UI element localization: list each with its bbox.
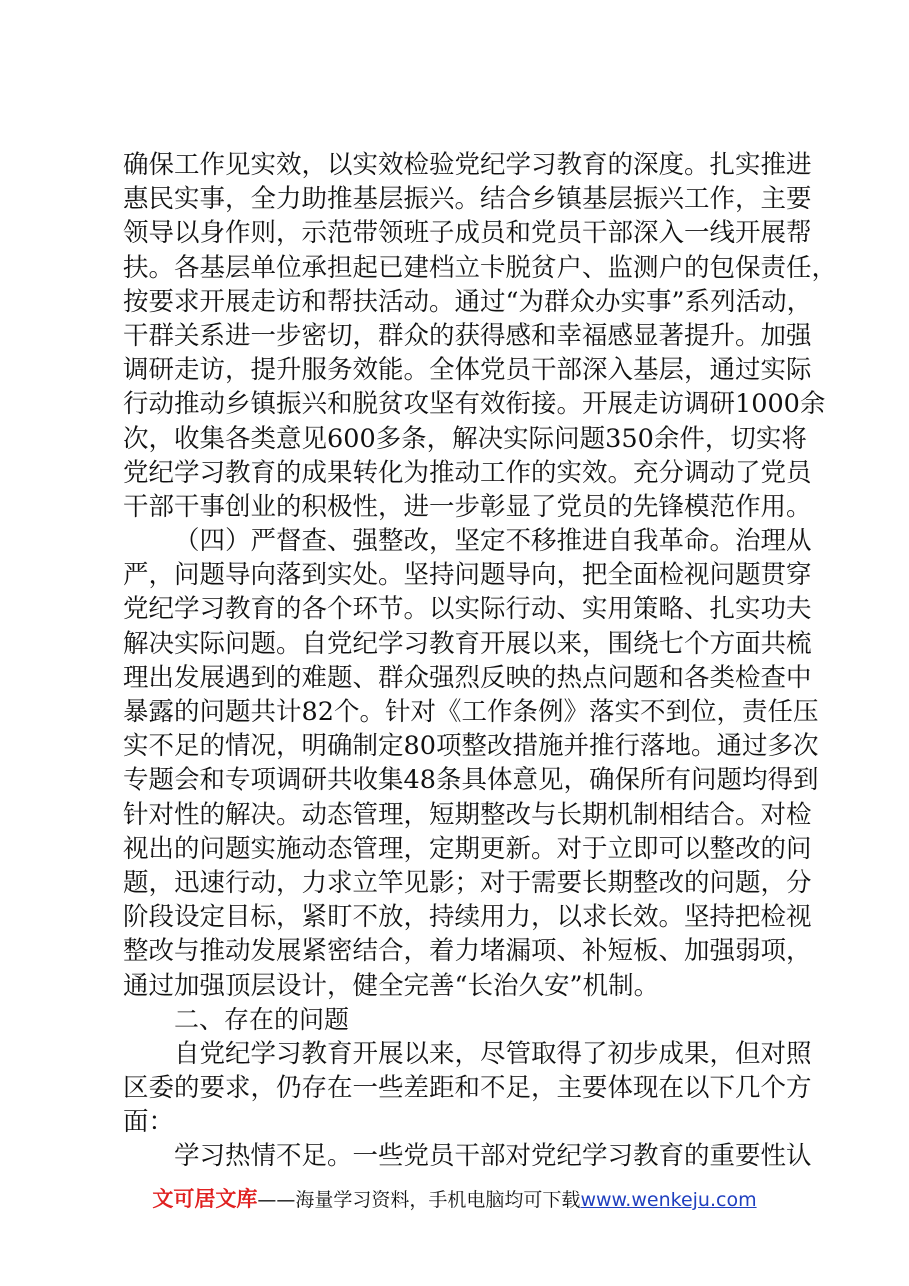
website-link[interactable]: www.wenkeju.com [580, 1189, 757, 1211]
paragraph-line: 面： [123, 1107, 175, 1138]
paragraph-line: 针对性的解决。动态管理，短期整改与长期机制相结合。对检 [123, 799, 812, 830]
paragraph-line: 理出发展遇到的难题、群众强烈反映的热点问题和各类检查中 [123, 662, 812, 693]
document-body [123, 148, 838, 1174]
paragraph-line: 整改与推动发展紧密结合，着力堵漏项、补短板、加强弱项， [123, 936, 812, 967]
paragraph-line: 党纪学习教育的各个环节。以实际行动、实用策略、扎实功夫 [123, 594, 812, 625]
paragraph-line: 学习热情不足。一些党员干部对党纪学习教育的重要性认 [174, 1141, 812, 1172]
footer-banner [0, 1183, 909, 1213]
paragraph-line: 自党纪学习教育开展以来，尽管取得了初步成果，但对照 [174, 1038, 812, 1069]
paragraph-line: 干群关系进一步密切，群众的获得感和幸福感显著提升。加强 [123, 320, 812, 351]
paragraph-line: 党纪学习教育的成果转化为推动工作的实效。充分调动了党员 [123, 457, 812, 488]
section-four-heading-line: （四）严督查、强整改，坚定不移推进自我革命。治理从 [174, 526, 812, 557]
paragraph-line: 解决实际问题。自党纪学习教育开展以来，围绕七个方面共梳 [123, 628, 812, 659]
section-heading: 二、存在的问题 [174, 1004, 350, 1034]
brand-name: 文可居文库 [152, 1187, 258, 1211]
paragraph-line: 视出的问题实施动态管理，定期更新。对于立即可以整改的问 [123, 833, 812, 864]
paragraph-line: 次，收集各类意见600多条，解决实际问题350余件，切实将 [123, 423, 807, 454]
footer-tagline: ——海量学习资料，手机电脑均可下载 [257, 1189, 581, 1211]
paragraph-line: 领导以身作则，示范带领班子成员和党员干部深入一线开展帮 [123, 218, 812, 249]
paragraph-line: 扶。各基层单位承担起已建档立卡脱贫户、监测户的包保责任， [123, 252, 838, 283]
paragraph-line: 暴露的问题共计82个。针对《工作条例》落实不到位，责任压 [123, 697, 819, 727]
paragraph-line: 题，迅速行动，力求立竿见影；对于需要长期整改的问题，分 [123, 867, 812, 898]
paragraph-line: 调研走访，提升服务效能。全体党员干部深入基层，通过实际 [123, 355, 812, 386]
paragraph-line: 按要求开展走访和帮扶活动。通过“为群众办实事”系列活动， [123, 286, 813, 317]
paragraph-line: 专题会和专项调研共收集48条具体意见，确保所有问题均得到 [123, 765, 819, 796]
paragraph-line: 确保工作见实效，以实效检验党纪学习教育的深度。扎实推进 [123, 150, 812, 180]
paragraph-line: 行动推动乡镇振兴和脱贫攻坚有效衔接。开展走访调研1000余 [123, 389, 826, 420]
paragraph-line: 干部干事创业的积极性，进一步彰显了党员的先锋模范作用。 [123, 491, 812, 522]
paragraph-line: 阶段设定目标，紧盯不放，持续用力，以求长效。坚持把检视 [123, 902, 812, 933]
paragraph-line: 区委的要求，仍存在一些差距和不足，主要体现在以下几个方 [123, 1073, 812, 1104]
paragraph-line: 严，问题导向落到实处。坚持问题导向，把全面检视问题贯穿 [123, 560, 812, 591]
paragraph-line: 通过加强顶层设计，健全完善“长治久安”机制。 [123, 970, 660, 1001]
paragraph-line: 惠民实事，全力助推基层振兴。结合乡镇基层振兴工作，主要 [123, 184, 812, 215]
paragraph-line: 实不足的情况，明确制定80项整改措施并推行落地。通过多次 [123, 731, 819, 762]
